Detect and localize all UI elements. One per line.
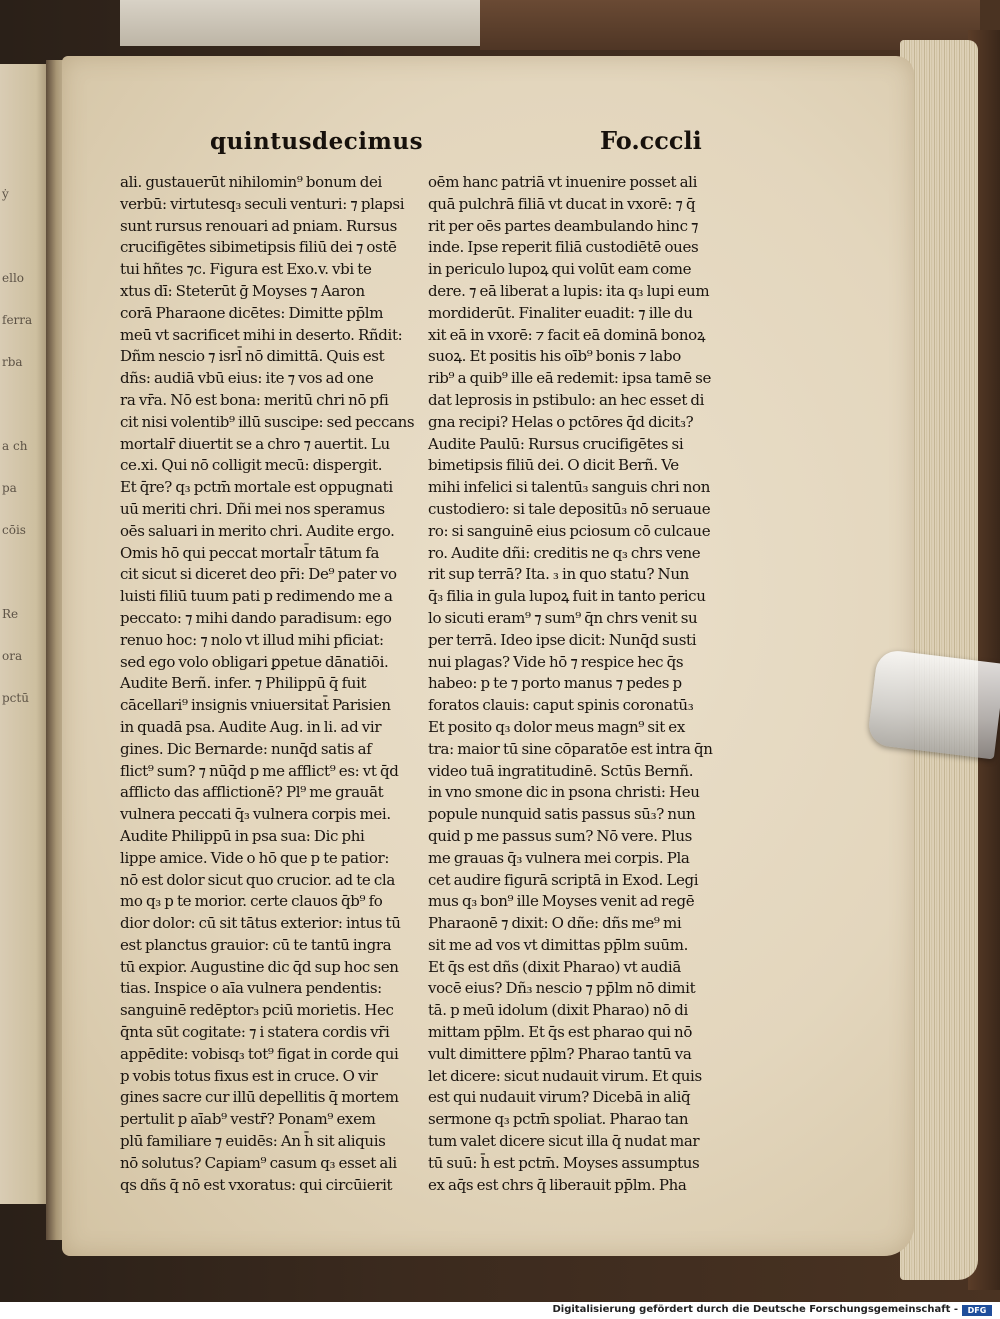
- text-line: Audite Berñ. infer. ⁊ Philippū q̄ fuit: [120, 674, 367, 693]
- text-line: nui plagas? Vide hō ⁊ respice hec q̄s: [428, 652, 684, 671]
- text-line: dior dolor: cū sit tātus exterior: intus tū: [120, 914, 401, 933]
- text-line: quid p me passus sum? Nō vere. Plus: [428, 826, 692, 845]
- text-line: ex aq̄s est chrs q̄ liberauit pp̄lm. Pha: [428, 1175, 687, 1194]
- text-line: custodiero: si tale depositū₃ nō seruaue: [428, 499, 711, 518]
- text-line: tū expior. Augustine dic q̄d sup hoc sen: [120, 957, 399, 976]
- text-line: tra: maior tū sine cōparatōe est intra q̄n: [428, 739, 713, 758]
- text-line: xtus dī: Steterūt ḡ Moyses ⁊ Aaron: [120, 281, 365, 300]
- text-line: per terrā. Ideo ipse dicit: Nunq̄d susti: [428, 630, 697, 649]
- text-line: tā. p meū idolum (dixit Pharao) nō di: [428, 1001, 688, 1020]
- text-line: inde. Ipse reperit filiā custodiētē oues: [428, 238, 699, 257]
- left-page-edge: [0, 64, 52, 1204]
- text-line: cit sicut si diceret deo pr̄i: De⁹ pater vo: [120, 565, 397, 584]
- text-line: cit nisi volentib⁹ illū suscipe: sed peccans: [120, 412, 415, 431]
- text-line: afflicto das afflictionē? Pl⁹ me grauāt: [120, 783, 384, 802]
- text-line: corā Pharaone dicētes: Dimitte pp̄lm: [120, 303, 384, 322]
- bookmark-clip: [867, 649, 1000, 760]
- text-line: uū meriti chri. Dñi mei nos speramus: [120, 499, 385, 518]
- text-line: mus q₃ bon⁹ ille Moyses venit ad regē: [428, 892, 695, 911]
- margin-fragment: Re: [2, 607, 19, 621]
- text-line: gines. Dic Bernarde: nunq̄d satis af: [120, 739, 372, 758]
- text-line: quā pulchrā filiā vt ducat in vxorē: ⁊ q̄: [428, 194, 696, 213]
- text-column-left: [120, 172, 420, 1196]
- text-line: vocē eius? Dñ₃ nescio ⁊ pp̄lm nō dimit: [428, 979, 696, 998]
- text-line: tui hñtes ⁊c. Figura est Exo.v. vbi te: [120, 260, 372, 279]
- text-line: Et q̄s est dñs (dixit Pharao) vt audiā: [428, 957, 681, 976]
- text-line: ali. gustauerūt nihilomin⁹ bonum dei: [120, 173, 382, 191]
- text-line: Et q̄re? q₃ pctm̄ mortale est oppugnati: [120, 478, 393, 497]
- text-line: Et posito q₃ dolor meus magn⁹ sit ex: [428, 717, 685, 736]
- text-line: pertulit p aīab⁹ vestr̄? Ponam⁹ exem: [120, 1110, 376, 1129]
- text-line: crucifigētes sibimetipsis filiū dei ⁊ ostē: [120, 238, 397, 257]
- text-line: cet audire figurā scriptā in Exod. Legi: [428, 870, 699, 889]
- text-line: mordiderūt. Finaliter euadit: ⁊ ille du: [428, 303, 693, 322]
- text-line: ra vr̄a. Nō est bona: meritū chri nō pfi: [120, 390, 389, 409]
- text-line: peccato: ⁊ mihi dando paradisum: ego: [120, 608, 392, 627]
- margin-fragment: a ch: [2, 439, 28, 453]
- text-line: gines sacre cur illū depellitis q̄ mortem: [120, 1088, 399, 1107]
- text-line: sed ego volo obligari ꝑpetue dānatiōi.: [120, 652, 389, 671]
- text-line: Pharaonē ⁊ dixit: O dñe: dñs me⁹ mi: [428, 914, 682, 933]
- margin-fragment: cōis: [2, 523, 26, 537]
- text-line: tū suū: h̄ est pctm̄. Moyses assumptus: [428, 1153, 700, 1172]
- margin-fragment: pctū: [2, 691, 29, 705]
- text-line: let dicere: sicut nudauit virum. Et quis: [428, 1066, 702, 1085]
- text-line: ce.xi. Qui nō colligit mecū: dispergit.: [120, 456, 383, 475]
- text-line: oēm hanc patriā vt inuenire posset ali: [428, 173, 698, 191]
- text-line: nō est dolor sicut quo crucior. ad te cla: [120, 870, 395, 889]
- margin-fragment: pa: [2, 481, 17, 495]
- text-line: q̄nta sūt cogitate: ⁊ i statera cordis vr̄i: [120, 1023, 390, 1042]
- margin-fragment: ferra: [2, 313, 33, 327]
- text-line: p vobis totus fixus est in cruce. O vir: [120, 1066, 378, 1085]
- text-line: mittam pp̄lm. Et q̄s est pharao qui nō: [428, 1023, 692, 1042]
- text-line: luisti filiū tuum pati p redimendo me a: [120, 587, 393, 606]
- text-line: popule nunquid satis passus sū₃? nun: [428, 805, 696, 824]
- text-line: Dñm nescio ⁊ isrl̄ nō dimittā. Quis est: [120, 347, 385, 366]
- text-line: sunt rursus renouari ad pniam. Rursus: [120, 216, 398, 235]
- text-line: mo q₃ p te morior. certe clauos q̄b⁹ fo: [120, 892, 383, 911]
- digitization-credit: Digitalisierung gefördert durch die Deutsche Forschungsgemeinschaft -: [552, 1304, 958, 1315]
- text-line: nō solutus? Capiam⁹ casum q₃ esset ali: [120, 1153, 397, 1172]
- text-line: habeo: p te ⁊ porto manus ⁊ pedes p: [428, 674, 682, 693]
- text-line: me grauas q̄₃ vulnera mei corpis. Pla: [428, 848, 690, 867]
- text-line: mortalr̄ diuertit se a chro ⁊ auertit. Lu: [120, 434, 390, 453]
- text-line: video tuā ingratitudinē. Sctūs Bernñ.: [428, 761, 694, 780]
- text-line: appēdite: vobisq₃ tot⁹ figat in corde qui: [120, 1044, 399, 1063]
- text-line: dat leprosis in pstibulo: an hec esset di: [428, 390, 705, 409]
- folio-number: Fo.cccli: [600, 126, 702, 155]
- text-line: lippe amice. Vide o hō que p te patior:: [120, 848, 390, 867]
- text-line: Omis hō qui peccat mortal̄r tātum fa: [120, 543, 380, 562]
- text-line: verbū: virtutesq₃ seculi venturi: ⁊ plapsi: [120, 194, 405, 213]
- text-line: ro. Audite dñi: creditis ne q₃ chrs vene: [428, 543, 701, 562]
- top-page-strip: [120, 0, 480, 46]
- text-line: vulnera peccati q̄₃ vulnera corpis mei.: [120, 805, 391, 824]
- text-line: rit per oēs partes deambulando hinc ⁊: [428, 216, 699, 235]
- text-line: sit me ad vos vt dimittas pp̄lm suūm.: [428, 935, 689, 954]
- text-line: mihi infelici si talentū₃ sanguis chri non: [428, 478, 711, 497]
- text-line: renuo hoc: ⁊ nolo vt illud mihi pficiat:: [120, 630, 384, 649]
- text-line: in periculo lupoꝝ qui volūt eam come: [428, 260, 692, 279]
- text-line: meū vt sacrificet mihi in deserto. Rñdit:: [120, 325, 403, 344]
- text-line: flict⁹ sum? ⁊ nūq̄d p me afflict⁹ es: vt q̄d: [120, 761, 399, 780]
- text-line: ro: si sanguinē eius pciosum cō culcaue: [428, 521, 711, 540]
- text-line: sermone q₃ pctm̄ spoliat. Pharao tan: [428, 1110, 689, 1129]
- text-line: vult dimittere pp̄lm? Pharao tantū va: [428, 1044, 692, 1063]
- text-line: oēs saluari in merito chri. Audite ergo.: [120, 521, 395, 540]
- text-line: rib⁹ a quib⁹ ille eā redemit: ipsa tamē se: [428, 369, 712, 388]
- text-line: bimetipsis filiū dei. O dicit Berñ. Ve: [428, 456, 679, 475]
- text-line: xit eā in vxorē: ⁊ facit eā dominā bonoꝝ: [428, 325, 706, 344]
- text-line: in quadā psa. Audite Aug. in li. ad vir: [120, 717, 382, 736]
- margin-fragment: ello: [2, 271, 25, 285]
- text-line: tias. Inspice o aīa vulnera pendentis:: [120, 979, 382, 998]
- text-line: in vno smone dic in psona christi: Heu: [428, 783, 700, 802]
- text-line: gna recipi? Helas o pctōres q̄d dicit₃?: [428, 412, 694, 431]
- margin-fragment: rba: [2, 355, 23, 369]
- text-line: Audite Philippū in psa sua: Dic phi: [120, 826, 365, 845]
- text-line: dere. ⁊ eā liberat a lupis: ita q₃ lupi eum: [428, 281, 710, 300]
- text-line: cācellari⁹ insignis vniuersitat̄ Parisien: [120, 696, 391, 715]
- text-line: Audite Paulū: Rursus crucifigētes si: [428, 434, 684, 453]
- margin-fragment: ora: [2, 649, 23, 663]
- text-line: sanguinē redēptor₃ pciū morietis. Hec: [120, 1001, 394, 1020]
- left-page-fragments: [2, 184, 48, 772]
- text-line: q̄₃ filia in gula lupoꝝ fuit in tanto pericu: [428, 587, 706, 606]
- running-head: quintusdecimus: [210, 128, 424, 155]
- margin-fragment: ẏ: [2, 187, 9, 201]
- text-column-right: [428, 172, 740, 1196]
- dfg-logo: DFG: [962, 1305, 992, 1316]
- text-line: suoꝝ. Et positis his oīb⁹ bonis ⁊ labo: [428, 347, 681, 366]
- text-line: est qui nudauit virum? Dicebā in aliq̄: [428, 1088, 691, 1107]
- text-line: rit sup terrā? Ita. ₃ in quo statu? Nun: [428, 565, 689, 584]
- text-line: dñs: audiā vbū eius: ite ⁊ vos ad one: [120, 369, 374, 388]
- text-line: foratos clauis: caput spinis coronatū₃: [428, 696, 694, 715]
- text-line: tum valet dicere sicut illa q̄ nudat mar: [428, 1132, 700, 1151]
- text-line: lo sicuti eram⁹ ⁊ sum⁹ q̄n chrs venit su: [428, 608, 698, 627]
- text-line: est planctus grauior: cū te tantū ingra: [120, 935, 392, 954]
- text-line: plū familiare ⁊ euidēs: An h̄ sit aliquis: [120, 1132, 386, 1151]
- text-line: qs dñs q̄ nō est vxoratus: qui circūierit: [120, 1175, 393, 1194]
